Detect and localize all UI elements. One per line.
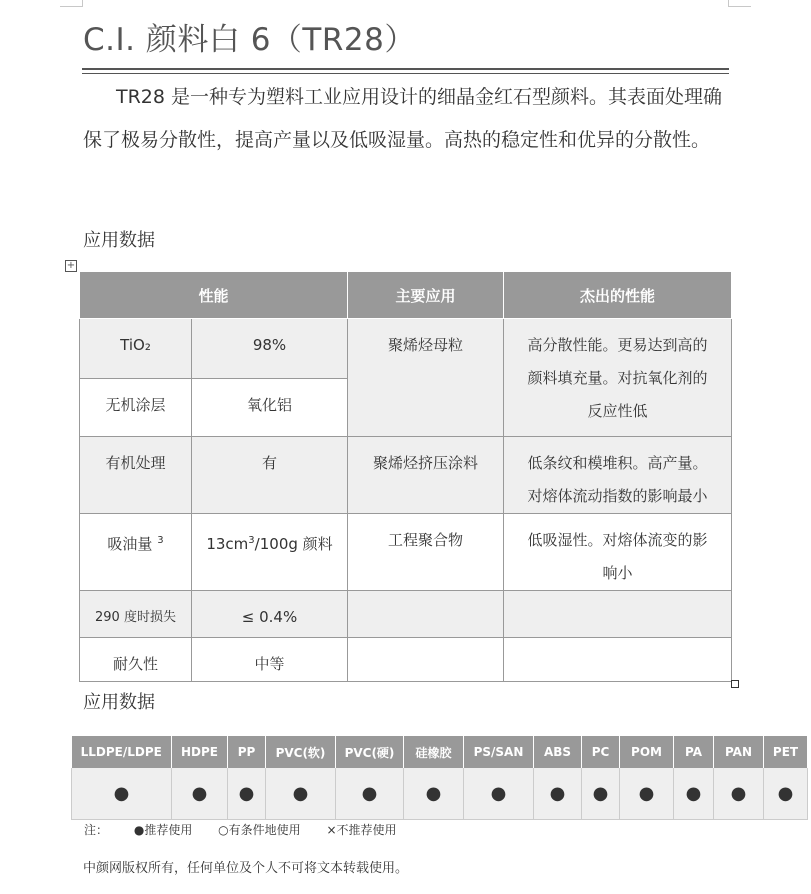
app-header: PAN: [714, 736, 764, 768]
legend-conditional: ○有条件地使用: [218, 823, 301, 837]
outstanding-line: 颜料填充量。对抗氧化剂的: [527, 369, 708, 387]
title-rule-thin: [82, 73, 729, 74]
copyright-notice: 中颜网版权所有，任何单位及个人不可将文本转载使用。: [83, 861, 409, 876]
legend: [84, 821, 419, 838]
application-engineering-polymer: 工程聚合物: [348, 514, 504, 591]
legend-note: 注：: [84, 823, 109, 837]
app-header: PVC(硬): [336, 736, 404, 768]
outstanding-line: 响小: [602, 564, 633, 582]
row-label-tio2: TiO₂: [80, 319, 192, 379]
recommended-mark: ●: [620, 768, 674, 820]
header-main-application: 主要应用: [348, 272, 504, 319]
app-header: PET: [764, 736, 808, 768]
outstanding-line: 高分散性能。更易达到高的: [527, 336, 708, 354]
oil-absorption-value: 13cm: [206, 535, 249, 553]
table-move-handle-icon[interactable]: +: [66, 260, 76, 271]
empty-cell: [504, 638, 732, 682]
recommended-mark: ●: [674, 768, 714, 820]
crop-mark-right: [728, 0, 751, 7]
recommended-mark: ●: [404, 768, 464, 820]
empty-cell: [348, 638, 504, 682]
title-rule-thick: [82, 68, 729, 70]
header-properties: 性能: [80, 272, 348, 319]
header-outstanding-properties: 杰出的性能: [504, 272, 732, 319]
app-header: PP: [228, 736, 266, 768]
outstanding-line: 反应性低: [587, 402, 648, 420]
app-header: PVC(软): [266, 736, 336, 768]
recommended-mark: ●: [714, 768, 764, 820]
outstanding-line: 低条纹和模堆积。高产量。: [527, 454, 708, 472]
application-masterbatch: 聚烯烃母粒: [348, 319, 504, 437]
row-label-oil-absorption: [80, 514, 192, 591]
recommended-mark: ●: [582, 768, 620, 820]
row-label-loss-290: 290 度时损失: [80, 591, 192, 638]
row-value-oil-absorption: [192, 514, 348, 591]
recommended-mark: ●: [464, 768, 534, 820]
row-label-inorganic-coating: 无机涂层: [80, 379, 192, 437]
recommended-mark: ●: [228, 768, 266, 820]
outstanding-low-moisture: [504, 514, 732, 591]
row-value-inorganic-coating: 氧化铝: [192, 379, 348, 437]
recommended-mark: ●: [172, 768, 228, 820]
app-header: HDPE: [172, 736, 228, 768]
recommended-mark: ●: [72, 768, 172, 820]
crop-mark-left: [60, 0, 83, 7]
row-label-durability: 耐久性: [80, 638, 192, 682]
intro-paragraph: TR28 是一种专为塑料工业应用设计的细晶金红石型颜料。其表面处理确保了极易分散性，提高产量以及低吸湿量。高热的稳定性和优异的分散性。: [83, 86, 723, 151]
app-header: PA: [674, 736, 714, 768]
oil-absorption-label: 吸油量: [107, 535, 153, 553]
outstanding-dispersion: [504, 319, 732, 437]
section-heading-2: 应用数据: [83, 692, 155, 713]
empty-cell: [504, 591, 732, 638]
oil-absorption-unit: /100g 颜料: [254, 535, 333, 553]
legend-recommended: ●推荐使用: [133, 823, 193, 837]
app-header: 硅橡胶: [404, 736, 464, 768]
application-table: [71, 736, 808, 820]
outstanding-line: 低吸湿性。对熔体流变的影: [527, 531, 708, 549]
row-value-loss-290: ≤ 0.4%: [192, 591, 348, 638]
section-heading-1: 应用数据: [83, 230, 155, 251]
unit-exponent: 3: [248, 535, 255, 546]
outstanding-line: 对熔体流动指数的影响最小: [527, 487, 708, 505]
outstanding-low-streaking: [504, 437, 732, 514]
document-title: C.I. 颜料白 6（TR28）: [83, 22, 416, 58]
empty-cell: [348, 591, 504, 638]
app-header: POM: [620, 736, 674, 768]
app-header: ABS: [534, 736, 582, 768]
row-label-organic-treatment: 有机处理: [80, 437, 192, 514]
legend-not-recommended: ×不推荐使用: [326, 823, 397, 837]
row-value-durability: 中等: [192, 638, 348, 682]
recommended-mark: ●: [336, 768, 404, 820]
recommended-mark: ●: [534, 768, 582, 820]
footnote-marker: 3: [157, 535, 164, 546]
recommended-mark: ●: [764, 768, 808, 820]
app-header: LLDPE/LDPE: [72, 736, 172, 768]
table-resize-handle[interactable]: [731, 680, 739, 688]
recommended-mark: ●: [266, 768, 336, 820]
application-extrusion-coating: 聚烯烃挤压涂料: [348, 437, 504, 514]
app-header: PS/SAN: [464, 736, 534, 768]
row-value-organic-treatment: 有: [192, 437, 348, 514]
properties-table: [79, 271, 732, 682]
row-value-tio2: 98%: [192, 319, 348, 379]
app-header: PC: [582, 736, 620, 768]
